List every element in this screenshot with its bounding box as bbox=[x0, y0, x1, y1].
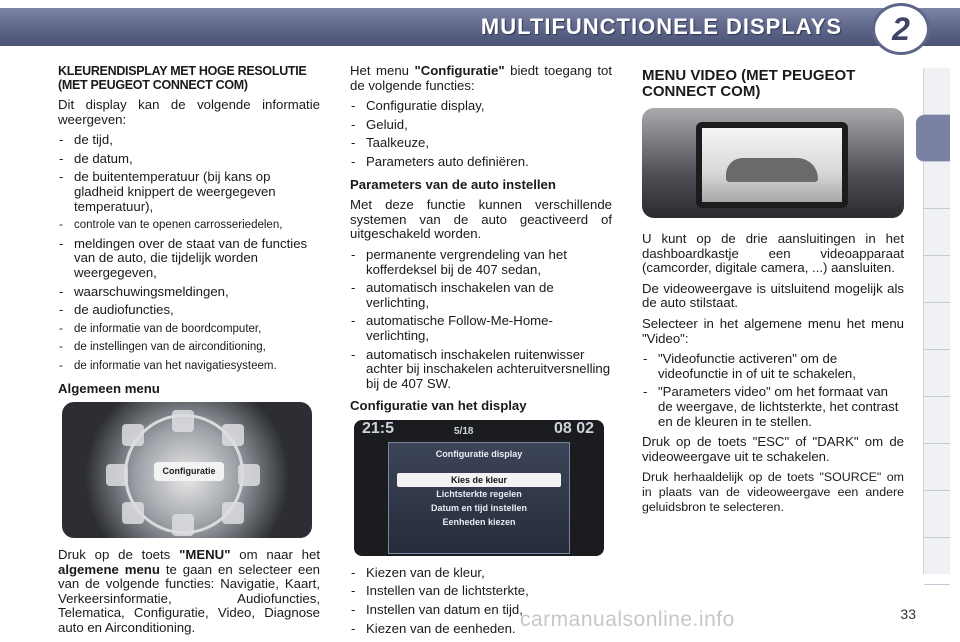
subheading: Algemeen menu bbox=[58, 380, 160, 396]
text-run: Druk op de toets bbox=[58, 547, 180, 563]
screen-menu-item: Lichtsterkte regelen bbox=[436, 488, 522, 499]
list-item: - de instellingen van de airconditioning, bbox=[58, 340, 320, 355]
list-item: - Taalkeuze, bbox=[350, 136, 612, 151]
section-title bbox=[58, 64, 320, 92]
ventilation-icon bbox=[222, 502, 244, 524]
phone-icon bbox=[222, 424, 244, 446]
car-image bbox=[726, 158, 818, 182]
list-item: - de datum, bbox=[58, 152, 320, 167]
page-header bbox=[0, 0, 960, 56]
column-1 bbox=[58, 64, 320, 642]
chapter-title: MULTIFUNCTIONELE DISPLAYS bbox=[480, 14, 842, 39]
text-run: Het menu bbox=[350, 63, 415, 78]
paragraph: U kunt op de drie aansluitingen in het dashboardkastje een videoapparaat (camcorder, digitale camera, ...) aansluiten. bbox=[642, 231, 904, 276]
list-item: - de tijd, bbox=[58, 133, 320, 148]
list-item: - de informatie van de boordcomputer, bbox=[58, 322, 320, 337]
chapter-tab[interactable] bbox=[924, 491, 950, 538]
paragraph: Druk op de toets "ESC" of "DARK" om de videoweergave uit te schakelen. bbox=[642, 434, 904, 464]
text-bold: "MENU" bbox=[179, 547, 231, 563]
chapter-tab[interactable] bbox=[924, 68, 950, 115]
chapter-tab[interactable] bbox=[924, 444, 950, 491]
screen-menu bbox=[388, 442, 570, 554]
screen-date: 5/18 bbox=[454, 425, 474, 437]
config-list bbox=[350, 99, 612, 169]
config-display-screenshot bbox=[354, 420, 604, 556]
chapter-tab[interactable] bbox=[924, 209, 950, 256]
warning-icon bbox=[172, 410, 194, 432]
configuration-label: Configuratie bbox=[154, 462, 224, 481]
section-title-line: (MET PEUGEOT CONNECT COM) bbox=[58, 78, 248, 92]
screen-temp: 21:5 bbox=[362, 419, 395, 437]
screen-menu-item-selected: Kies de kleur bbox=[397, 473, 561, 487]
list-item: - Kiezen van de eenheden. bbox=[350, 622, 612, 637]
chapter-tab[interactable] bbox=[924, 350, 950, 397]
video-options-list bbox=[642, 352, 904, 429]
chapter-number-badge: 2 bbox=[872, 3, 930, 55]
column-3 bbox=[642, 64, 904, 520]
list-item: - waarschuwingsmeldingen, bbox=[58, 285, 320, 300]
list-item: - de audiofuncties, bbox=[58, 303, 320, 318]
list-item: - Instellen van de lichtsterkte, bbox=[350, 584, 612, 599]
text-bold: algemene menu bbox=[58, 561, 160, 577]
list-item: - controle van te openen carrosseriedelen, bbox=[58, 218, 320, 233]
general-menu-photo bbox=[62, 402, 312, 538]
video-image bbox=[702, 128, 842, 202]
air-conditioning-icon bbox=[122, 502, 144, 524]
audio-icon bbox=[238, 464, 260, 486]
video-menu-title: MENU VIDEO (MET PEUGEOT CONNECT COM) bbox=[642, 67, 856, 100]
subheading: Configuratie van het display bbox=[350, 398, 527, 414]
text-run: biedt toegang tot de volgende functies: bbox=[350, 63, 612, 93]
menu-description bbox=[58, 548, 320, 636]
chapter-tabs bbox=[923, 68, 950, 574]
info-list bbox=[58, 133, 320, 373]
list-item: - Parameters auto definiëren. bbox=[350, 155, 612, 170]
chapter-tab[interactable] bbox=[924, 256, 950, 303]
section-title-line: KLEURENDISPLAY MET HOGE RESOLUTIE bbox=[58, 64, 307, 78]
list-item: - "Parameters video" om het formaat van de weergave, de lichtsterkte, het contrast en de kleuren in te stellen. bbox=[642, 385, 904, 429]
screen-menu-item: Datum en tijd instellen bbox=[430, 502, 527, 513]
list-item: - Geluid, bbox=[350, 118, 612, 133]
paragraph: Selecteer in het algemene menu het menu "Video": bbox=[642, 315, 904, 346]
list-item: - automatische Follow-Me-Home-verlichting, bbox=[350, 314, 612, 343]
intro-text: Dit display kan de volgende informatie weergeven: bbox=[58, 97, 320, 127]
subheading: Parameters van de auto instellen bbox=[350, 176, 556, 192]
chapter-tab[interactable] bbox=[924, 162, 950, 209]
text-bold: "Configuratie" bbox=[414, 63, 505, 78]
list-item: - de informatie van het navigatiesysteem. bbox=[58, 359, 320, 374]
diagnostics-icon bbox=[172, 514, 194, 536]
list-item: - Kiezen van de kleur, bbox=[350, 566, 612, 581]
params-text: Met deze functie kunnen verschillende systemen van de auto geactiveerd of uitgeschakeld worden. bbox=[350, 197, 612, 242]
video-display-photo bbox=[642, 108, 904, 218]
list-item: - permanente vergrendeling van het kofferdeksel bij de 407 sedan, bbox=[350, 248, 612, 277]
screen-clock: 08 02 bbox=[553, 419, 594, 437]
chapter-tab[interactable] bbox=[924, 397, 950, 444]
chapter-tab[interactable] bbox=[924, 538, 950, 585]
screen-menu-title: Configuratie display bbox=[435, 448, 523, 459]
text-run: te gaan en selecteer een van de volgende functies: Navigatie, Kaart, Verkeersinformatie, Audiofuncties, Telematica, Configuratie, Video, Diagnose auto en Airconditioning. bbox=[58, 561, 320, 636]
config-intro bbox=[350, 64, 612, 93]
list-item: - de buitentemperatuur (bij kans op gladheid knippert de weergegeven temperatuur), bbox=[58, 170, 320, 214]
paragraph: De videoweergave is uitsluitend mogelijk als de auto stilstaat. bbox=[642, 280, 904, 311]
params-list bbox=[350, 248, 612, 391]
list-item: - automatisch inschakelen van de verlichting, bbox=[350, 281, 612, 310]
text-run: om naar het bbox=[230, 547, 320, 563]
navigation-icon bbox=[122, 424, 144, 446]
map-icon bbox=[106, 464, 128, 486]
screen-status-bar bbox=[354, 420, 604, 442]
page-number: 33 bbox=[900, 606, 916, 622]
column-2 bbox=[350, 64, 612, 642]
list-item: - Instellen van datum en tijd, bbox=[350, 603, 612, 618]
chapter-tab[interactable] bbox=[924, 303, 950, 350]
screen-menu-item: Eenheden kiezen bbox=[442, 516, 516, 527]
list-item: - "Videofunctie activeren" om de videofunctie in of uit te schakelen, bbox=[642, 352, 904, 381]
list-item: - Configuratie display, bbox=[350, 99, 612, 114]
list-item: - automatisch inschakelen ruitenwisser achter bij inschakelen achteruitversnelling bij de 407 SW. bbox=[350, 348, 612, 392]
watermark: carmanualsonline.info bbox=[520, 608, 735, 631]
list-item: - meldingen over de staat van de functies van de auto, die tijdelijk worden weergegeven, bbox=[58, 237, 320, 281]
video-screen bbox=[696, 122, 848, 208]
paragraph: Druk herhaaldelijk op de toets "SOURCE" om in plaats van de videoweergave een andere geluidsbron te selecteren. bbox=[642, 470, 904, 514]
chapter-tab-active[interactable] bbox=[916, 115, 950, 162]
